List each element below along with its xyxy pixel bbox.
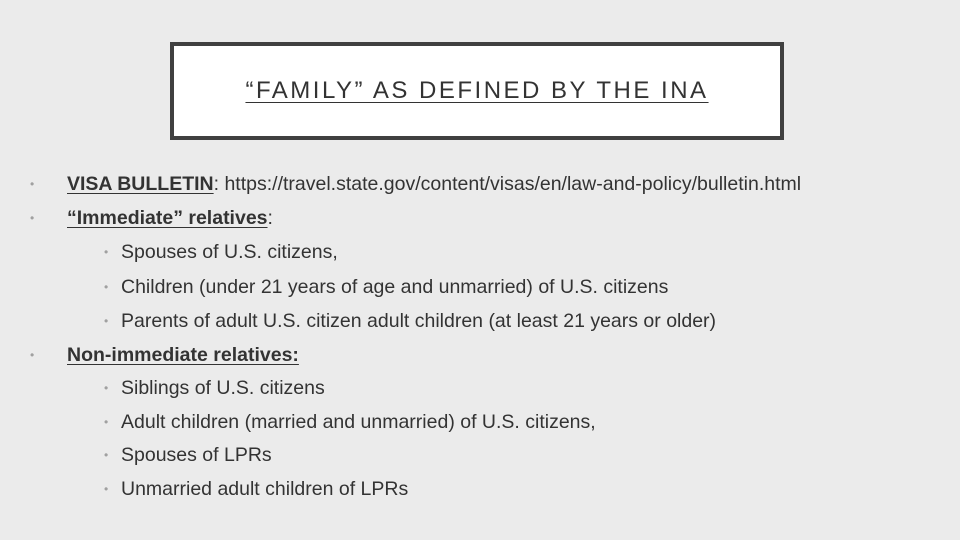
bullet-icon: • xyxy=(104,280,109,294)
title-box xyxy=(170,42,784,140)
immediate-relatives-suffix: : xyxy=(267,207,273,229)
sub-list-item-text: Children (under 21 years of age and unmarried) of U.S. citizens xyxy=(121,276,669,298)
sub-list-item-text: Adult children (married and unmarried) of U.S. citizens, xyxy=(121,411,596,433)
sub-list-item-text: Parents of adult U.S. citizen adult children (at least 21 years or older) xyxy=(121,310,717,332)
bullet-icon: • xyxy=(104,245,109,259)
sub-list-item xyxy=(104,443,272,467)
sub-list-item xyxy=(104,275,668,299)
bullet-icon: • xyxy=(30,348,35,362)
visa-bulletin-link[interactable]: : https://travel.state.gov/content/visas/en/law-and-policy/bulletin.html xyxy=(213,173,802,195)
bullet-icon: • xyxy=(104,448,109,462)
sub-list-item-text: Spouses of U.S. citizens, xyxy=(121,241,338,263)
bullet-icon: • xyxy=(104,482,109,496)
bullet-icon: • xyxy=(104,415,109,429)
sub-list-item xyxy=(104,477,408,501)
non-immediate-relatives-label: Non-immediate relatives: xyxy=(67,344,299,366)
sub-list-item xyxy=(104,410,596,434)
sub-list-item-text: Spouses of LPRs xyxy=(121,444,272,466)
list-item-visa-bulletin xyxy=(30,172,801,196)
bullet-icon: • xyxy=(104,381,109,395)
bullet-icon: • xyxy=(104,314,109,328)
visa-bulletin-label: VISA BULLETIN xyxy=(67,173,214,195)
sub-list-item-text: Siblings of U.S. citizens xyxy=(121,377,325,399)
list-item-immediate-relatives xyxy=(30,206,273,230)
list-item-non-immediate-relatives xyxy=(30,343,299,367)
sub-list-item xyxy=(104,376,325,400)
sub-list-item-text: Unmarried adult children of LPRs xyxy=(121,478,409,500)
slide-title: “FAMILY” AS DEFINED BY THE INA xyxy=(245,77,709,104)
bullet-icon: • xyxy=(30,177,35,191)
immediate-relatives-label: “Immediate” relatives xyxy=(67,207,268,229)
sub-list-item xyxy=(104,240,338,264)
bullet-icon: • xyxy=(30,211,35,225)
sub-list-item xyxy=(104,309,716,333)
